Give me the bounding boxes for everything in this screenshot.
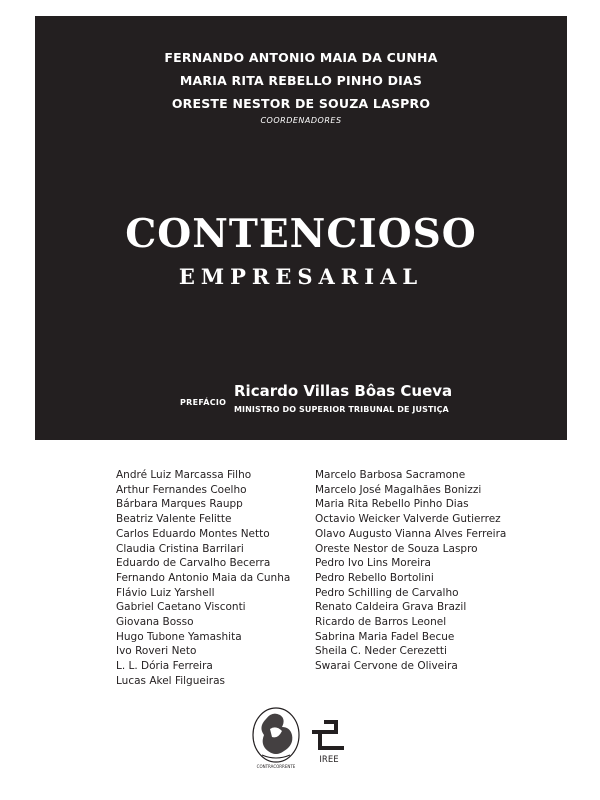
coordinator-name: ORESTE NESTOR DE SOUZA LASPRO xyxy=(171,96,431,111)
coordinators-block xyxy=(35,46,567,127)
author-name: Eduardo de Carvalho Becerra xyxy=(116,557,271,570)
author-name: Olavo Augusto Vianna Alves Ferreira xyxy=(315,527,507,540)
book-title: CONTENCIOSO xyxy=(125,211,477,257)
author-name: Beatriz Valente Felitte xyxy=(116,513,232,526)
author-name: Claudia Cristina Barrilari xyxy=(116,542,244,555)
author-name: Flávio Luiz Yarshell xyxy=(116,586,215,599)
preface-author: Ricardo Villas Bôas Cueva xyxy=(234,382,453,400)
authors-list-left xyxy=(116,468,290,689)
author-name: Ricardo de Barros Leonel xyxy=(315,616,447,629)
book-cover-banner xyxy=(35,16,567,440)
author-name: Sabrina Maria Fadel Becue xyxy=(315,630,455,643)
author-name: Fernando Antonio Maia da Cunha xyxy=(116,571,291,584)
author-name: Lucas Akel Filgueiras xyxy=(116,674,225,687)
author-name: Marcelo Barbosa Sacramone xyxy=(315,469,466,481)
author-name: L. L. Dória Ferreira xyxy=(116,660,213,673)
preface-author-role: MINISTRO DO SUPERIOR TRIBUNAL DE JUSTIÇA xyxy=(234,405,449,414)
author-name: Pedro Rebello Bortolini xyxy=(315,571,434,584)
authors-list-right xyxy=(315,468,506,674)
preface-label: PREFÁCIO xyxy=(180,398,227,407)
author-name: Octavio Weicker Valverde Gutierrez xyxy=(315,513,501,526)
author-name: Renato Caldeira Grava Brazil xyxy=(315,601,467,614)
author-name: Pedro Schilling de Carvalho xyxy=(315,586,459,599)
coordinators-role: COORDENADORES xyxy=(260,116,342,125)
author-name: Sheila C. Neder Cerezetti xyxy=(315,645,447,658)
author-name: André Luiz Marcassa Filho xyxy=(116,469,252,481)
author-name: Giovana Bosso xyxy=(116,616,194,629)
iree-logo-label: IREE xyxy=(319,755,339,765)
author-name: Ivo Roveri Neto xyxy=(116,645,197,658)
author-name: Gabriel Caetano Visconti xyxy=(116,601,246,614)
author-name: Marcelo José Magalhães Bonizzi xyxy=(315,483,482,496)
book-subtitle: EMPRESARIAL xyxy=(178,264,424,289)
coordinator-name: MARIA RITA REBELLO PINHO DIAS xyxy=(179,73,423,88)
author-name: Swarai Cervone de Oliveira xyxy=(315,660,458,673)
author-name: Maria Rita Rebello Pinho Dias xyxy=(315,498,469,511)
iree-logo-icon xyxy=(311,718,345,752)
publisher-logo-icon xyxy=(250,705,302,767)
author-name: Oreste Nestor de Souza Laspro xyxy=(315,542,478,555)
author-name: Pedro Ivo Lins Moreira xyxy=(315,557,431,570)
author-name: Carlos Eduardo Montes Netto xyxy=(116,527,270,540)
coordinator-name: FERNANDO ANTONIO MAIA DA CUNHA xyxy=(164,50,438,65)
author-name: Arthur Fernandes Coelho xyxy=(116,483,247,496)
publisher-logo-label: CONTRACORRENTE xyxy=(256,764,296,769)
author-name: Hugo Tubone Yamashita xyxy=(116,630,242,643)
author-name: Bárbara Marques Raupp xyxy=(116,498,243,511)
